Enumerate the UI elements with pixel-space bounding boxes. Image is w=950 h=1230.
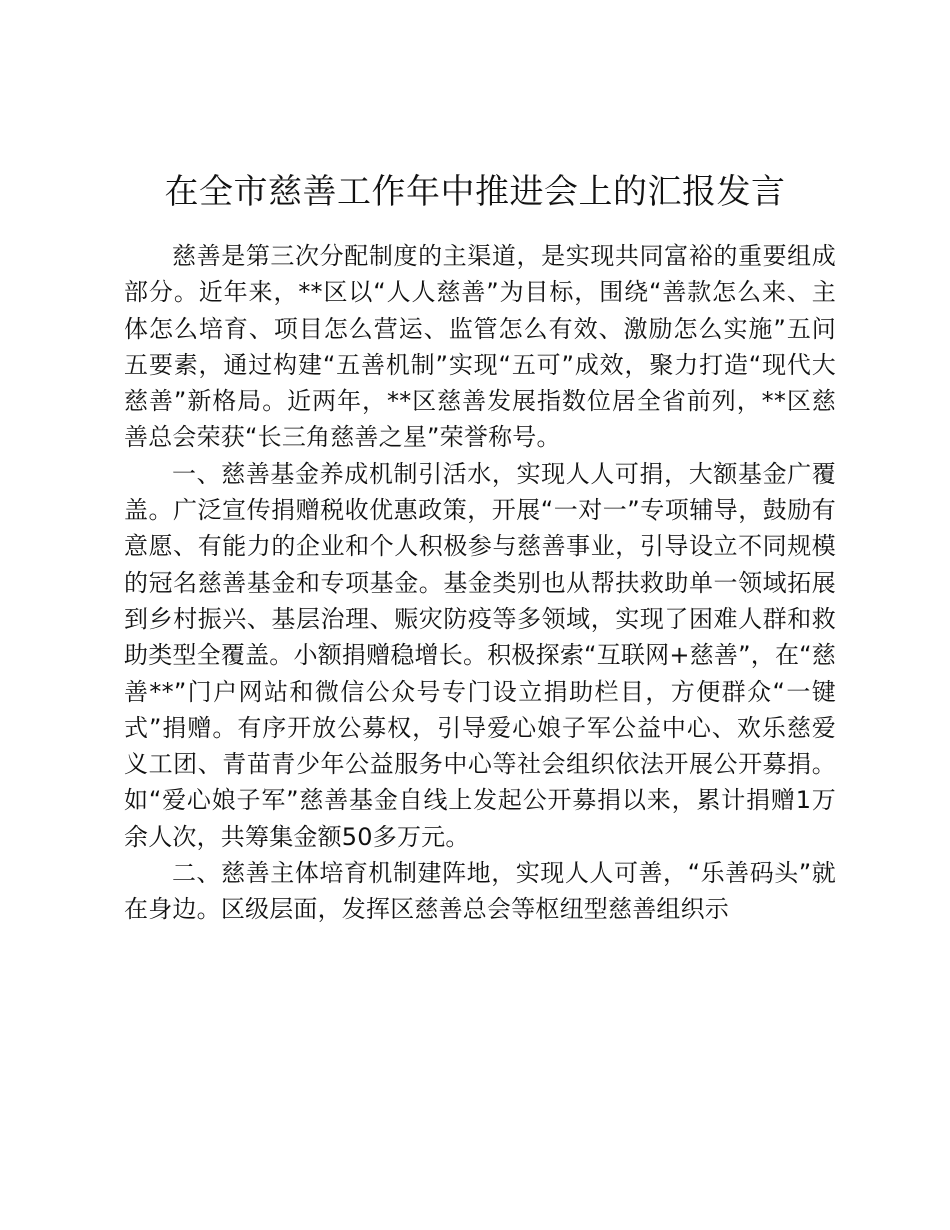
paragraph-text: 慈善是第三次分配制度的主渠道，是实现共同富裕的重要组成部分。近年来，**区以“人人慈善”为目标，围绕“善款怎么来、主体怎么培育、项目怎么营运、监管怎么有效、激励怎么实施”五问五要素，通过构建“五善机制”实现“五可”成效，聚力打造“现代大慈善”新格局。近两年，**区慈善发展指数位居全省前列，**区慈善总会荣获“长三角慈善之星”荣誉称号。 [124,242,836,452]
paragraph-intro [124,238,836,456]
paragraph-section-1 [124,456,836,855]
paragraph-text: 区级层面，发挥区慈善总会等枢纽型慈善组织示 [220,895,730,924]
paragraph-text: 广泛宣传捐赠税收优惠政策，开展“一对一”专项辅导，鼓励有意愿、有能力的企业和个人积极参与慈善事业，引导设立不同规模的冠名慈善基金和专项基金。基金类别也从帮扶救助单一领域拓展到乡村振兴、基层治理、赈灾防疫等多领域，实现了困难人群和救助类型全覆盖。小额捐赠稳增长。积极探索“互联网+慈善”，在“慈善**”门户网站和微信公众号专门设立捐助栏目，方便群众“一键式”捐赠。有序开放公募权，引导爱心娘子军公益中心、欢乐慈爱义工团、青苗青少年公益服务中心等社会组织依法开展公开募捐。如“爱心娘子军”慈善基金自线上发起公开募捐以来，累计捐赠1万余人次，共筹集金额50多万元。 [124,496,836,851]
document-body [124,238,836,928]
section-heading: 一、慈善基金养成机制引活水，实现人人可捐，大额基金广覆盖。 [124,459,836,525]
section-heading: 二、慈善主体培育机制建阵地，实现人人可善，“乐善码头”就在身边。 [124,859,836,924]
document-title: 在全市慈善工作年中推进会上的汇报发言 [164,172,786,212]
paragraph-section-2 [124,855,836,928]
